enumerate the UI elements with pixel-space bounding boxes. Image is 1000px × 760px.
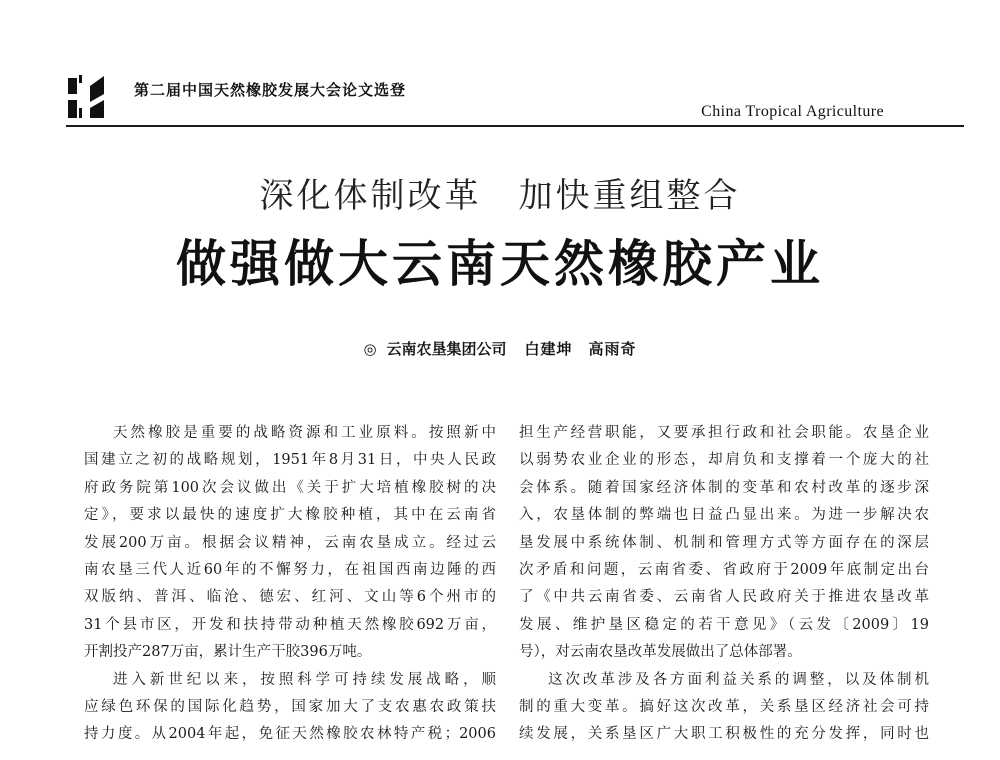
text-line: 制的重大变革。搞好这次改革，关系垦区经济社会可持: [519, 698, 929, 715]
text-line: 双版纳、普洱、临沧、德宏、红河、文山等6个州市的: [84, 589, 496, 606]
byline: [0, 338, 1000, 359]
body-column-right: [519, 420, 929, 749]
text-line: 应绿色环保的国际化趋势，国家加大了支农惠农政策扶: [84, 698, 496, 715]
text-line: 入，农垦体制的弊端也日益凸显出来。为进一步解决农: [519, 507, 929, 524]
text-line: 府政务院第100次会议做出《关于扩大培植橡胶树的决: [84, 479, 496, 496]
text-line: 持力度。从2004年起，免征天然橡胶农林特产税；2006: [84, 726, 496, 743]
text-line: 以弱势农业企业的形态，却肩负和支撑着一个庞大的社: [519, 452, 929, 469]
author-names: 白建坤 高雨奇: [524, 340, 637, 358]
text-line: 进入新世纪以来，按照科学可持续发展战略，顺: [113, 671, 496, 688]
text-line: 国建立之初的战略规划，1951年8月31日，中央人民政: [84, 452, 496, 469]
journal-name: China Tropical Agriculture: [701, 103, 884, 120]
text-line: 次矛盾和问题，云南省委、省政府于2009年底制定出台: [519, 561, 929, 578]
text-line: 31个县市区，开发和扶持带动种植天然橡胶692万亩，: [84, 616, 496, 633]
text-line: 天然橡胶是重要的战略资源和工业原料。按照新中: [113, 425, 496, 441]
header-rule: [66, 125, 964, 127]
article-title: 做强做大云南天然橡胶产业: [176, 235, 824, 293]
body-column-left: [84, 420, 496, 749]
text-line: 发展200万亩。根据会议精神，云南农垦成立。经过云: [84, 534, 496, 551]
text-line: 定》，要求以最快的速度扩大橡胶种植，其中在云南省: [84, 507, 496, 524]
text-line: 开割投产287万亩，累计生产干胶396万吨。: [84, 644, 372, 661]
text-line: 会体系。随着国家经济体制的变革和农村改革的逐步深: [519, 479, 929, 496]
text-line: 续发展，关系垦区广大职工积极性的充分发挥，同时也: [519, 726, 929, 743]
series-title: 第二届中国天然橡胶发展大会论文选登: [134, 81, 407, 99]
text-line: 垦发展中系统体制、机制和管理方式等方面存在的深层: [519, 534, 929, 551]
text-line: 南农垦三代人近60年的不懈努力，在祖国西南边陲的西: [84, 561, 496, 578]
text-line: 了《中共云南省委、云南省人民政府关于推进农垦改革: [519, 589, 929, 606]
author-organization: 云南农垦集团公司: [386, 340, 507, 358]
text-line: 号），对云南农垦改革发展做出了总体部署。: [519, 644, 802, 661]
article-subtitle: 深化体制改革 加快重组整合: [259, 176, 741, 216]
journal-logo-icon: [66, 72, 110, 122]
text-line: 发展、维护垦区稳定的若干意见》（云发〔2009〕19: [519, 616, 929, 633]
text-line: 这次改革涉及各方面利益关系的调整，以及体制机: [548, 671, 929, 688]
text-line: 担生产经营职能，又要承担行政和社会职能。农垦企业: [519, 425, 929, 441]
byline-symbol: ◎: [363, 340, 377, 358]
